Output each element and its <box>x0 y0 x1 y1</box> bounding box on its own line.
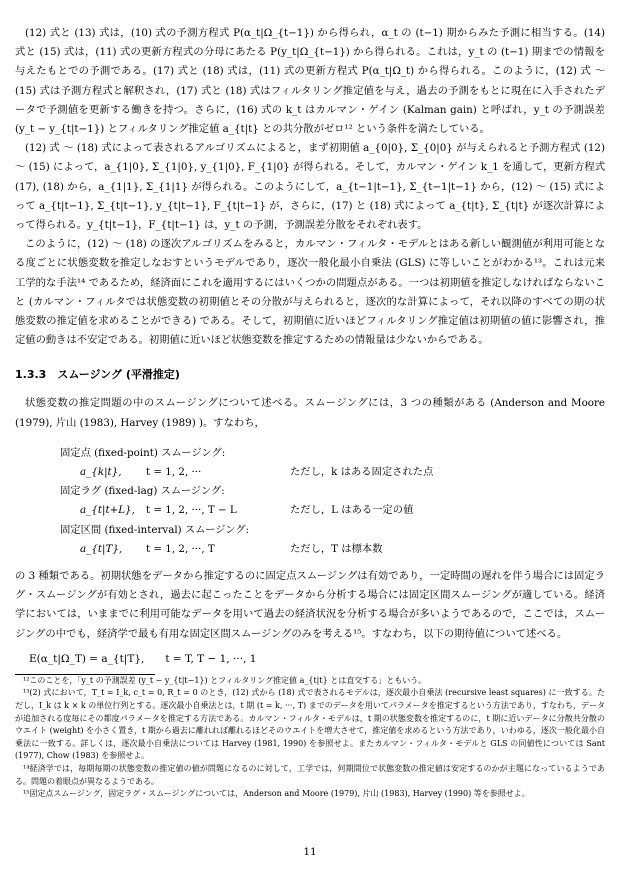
definition-title: 固定区間 (fixed-interval) スムージング: <box>60 523 250 536</box>
definition-row <box>60 463 605 482</box>
page-content <box>15 24 605 801</box>
expectation-equation: E(α_t|Ω_T) = a_{t|T}, t = T, T − 1, ···, 1 <box>29 652 257 665</box>
footnote-13: ¹³(2) 式において，T_t = I_k, c_t = 0, R_t = 0 のとき，(12) 式から (18) 式で表されるモデルは，逐次最小自乗法 (recursive least squares) に一致する。ただし，I_k は k × k の単位行列とする。逐次最小自乗法とは，t 期 (t = k, ···, T) までのデータを用いてパラメータを推定するという方法であり，すなわち，データが追加される度毎にその都度パラメータを推定する方法である。カルマン・フィルタ・モデルは，t 期の状態変数を推定するのに，t 期に近いデータに分散共分散のウエイト (weight) を小さく置き，t 期から過去に離れれば離れるほどそのウエイトを増大させて，推定値を求めるという方法であり，いわゆる，逐次一般化最小自乗法に一致する。詳しくは，逐次最小自乗法については Harvey (1981, 1990) を参照せよ。またカルマン・フィルタ・モデルと GLS の同値性については Sant (1977), Chow (1983) を参照せよ。 <box>15 688 605 761</box>
paragraph-2: (12) 式 〜 (18) 式によって表されるアルゴリズムによると，まず初期値 a_{0|0}, Σ_{0|0} が与えられると予測方程式 (12) 〜 (15) によって，a_{1|0}, Σ_{1|0}, y_{1|0}, F_{1|0} が得られる。そして，カルマン・ゲイン k_1 を通して，更新方程式 (17), (18) から，a_{1|1}, Σ_{1|1} が得られる。このようにして，a_{t−1|t−1}, Σ_{t−1|t−1} から，(12) 〜 (15) 式によって a_{t|t−1}, Σ_{t|t−1}, y_{t|t−1}, F_{t|t−1} が，さらに，(17) と (18) 式によって a_{t|t}, Σ_{t|t} が逐次計算によって得られる。y_{t|t−1}，F_{t|t−1} は，y_t の予測，予測誤差分散をそれぞれ表す。 <box>15 142 605 232</box>
definition-note: ただし，T は標本数 <box>290 542 383 555</box>
definition-symbol: a_{t|t+L}, <box>80 504 135 517</box>
section-heading: 1.3.3 スムージング (平滑推定) <box>15 368 180 382</box>
smoothing-definitions <box>60 444 605 559</box>
definition-row <box>60 540 605 559</box>
definition-symbol: a_{t|T}, <box>80 542 123 555</box>
paragraph-3: このように，(12) 〜 (18) の逐次アルゴリズムをみると，カルマン・フィルタ・モデルとはある新しい観測値が利用可能となる度ごとに状態変数を推定しなおすというモデルであり，逐次一般化最小自乗法 (GLS) に等しいことがわかる¹³。これは元来工学的な手法¹⁴ であるため，経済面にこれを適用するにはいくつかの問題点がある。一つは初期値を推定しなければならないこと (カルマン・フィルタでは状態変数の初期値とその分散が与えられると，逐次的な計算によって，それ以降のすべての期の状態変数の推定値を求めることができる) である。そして，初期値に近いほどフィルタリング推定値は初期値の値に影響され，推定値の動きは不安定である。初期値に近いほど状態変数を推定するための情報量は少ないからである。 <box>15 238 605 347</box>
definition-title: 固定点 (fixed-point) スムージング: <box>60 446 226 459</box>
definition-range: t = 1, 2, ···, T − L <box>146 504 237 517</box>
definition-range: t = 1, 2, ··· <box>146 466 202 479</box>
footnote-14: ¹⁴経済学では，毎期毎期の状態変数の推定値の値が問題になるのに対して，工学では，何期間位で状態変数の推定値は安定するのかが主題になっているようである。問題の着眼点が異なるようである。 <box>15 764 605 786</box>
footnote-12: ¹²このことを，「y_t の予測誤差 (y_t − y_{t|t−1}) とフィルタリング推定値 a_{t|t} とは直交する」ともいう。 <box>23 675 427 685</box>
paragraph-5: の 3 種類である。初期状態をデータから推定するのに固定点スムージングは有効であり，一定時間の遅れを伴う場合には固定ラグ・スムージングが有効とされ，過去に起こったことをデータから分析する場合には固定区間スムージングが適している。経済学においては，いままでに利用可能なデータを用いて過去の経済状況を分析する場合が多いようであるので，ここでは，スムージングの中でも，経済学で最も有用な固定区間スムージングのみを考える¹⁵。すなわち，以下の期待値について述べる。 <box>15 570 605 640</box>
definition-row <box>60 501 605 520</box>
definition-range: t = 1, 2, ···, T <box>146 542 215 555</box>
page-number: 11 <box>303 846 317 858</box>
paragraph-4: 状態変数の推定問題の中のスムージングについて述べる。スムージングには，3 つの種類がある (Anderson and Moore (1979), 片山 (1983), Harvey (1989) )。すなわち， <box>15 397 605 429</box>
definition-symbol: a_{k|t}, <box>80 466 122 479</box>
definition-note: ただし，L はある一定の値 <box>290 504 414 517</box>
paragraph-1: (12) 式と (13) 式は，(10) 式の予測方程式 P(α_t|Ω_{t−1}) から得られ，α_t の (t−1) 期からみた予測に相当する。(14) 式と (15) 式は，(11) 式の更新方程式の分母にあたる P(y_t|Ω_{t−1}) から得られる。これは，y_t の (t−1) 期までの情報を与えたもとでの予測である。(17) 式と (18) 式は，(11) 式の更新方程式 P(α_t|Ω_t) から得られる。このように，(12) 式 〜 (15) 式は予測方程式と解釈され，(17) 式と (18) 式はフィルタリング推定値を与え，過去の予測をもとに現在に入手されたデータで予測値を更新する働きを持つ。さらに，(16) 式の k_t はカルマン・ゲイン (Kalman gain) と呼ばれ，y_t の予測誤差 (y_t − y_{t|t−1}) とフィルタリング推定値 a_{t|t} との共分散がゼロ¹² という条件を満たしている。 <box>15 27 605 136</box>
definition-title: 固定ラグ (fixed-lag) スムージング: <box>60 485 225 498</box>
definition-note: ただし，k はある固定された点 <box>290 466 434 479</box>
footnote-15: ¹⁵固定点スムージング，固定ラグ・スムージングについては，Anderson and Moore (1979), 片山 (1983), Harvey (1990) 等を参照せよ。 <box>23 789 530 799</box>
